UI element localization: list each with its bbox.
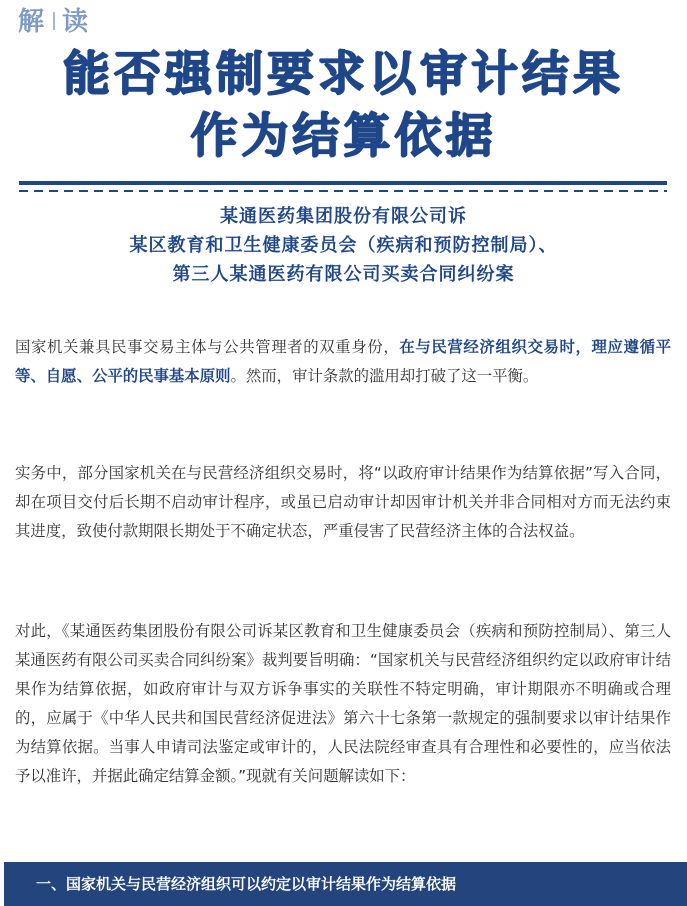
main-title-line2: 作为结算依据 [190,109,497,164]
section-heading: 一、国家机关与民营经济组织可以约定以审计结果作为结算依据 [36,875,457,893]
case-title-line1: 某通医药集团股份有限公司诉 [220,206,467,227]
intro-text-a: 国家机关兼具民事交易主体与公共管理者的双重身份， [15,338,400,356]
case-title-line3: 第三人某通医药有限公司买卖合同纠纷案 [172,264,515,285]
paragraph-practice: 实务中，部分国家机关在与民营经济组织交易时，将“以政府审计结果作为结算依据”写入合同，却在项目交付后长期不启动审计程序，或虽已启动审计却因审计机关并非合同相对方而无法约束其进度，致使付款期限长期处于不确定状态，严重侵害了民营经济主体的合法权益。 [15,464,671,540]
title-divider-dashed [19,190,667,192]
main-title-line1: 能否强制要求以审计结果 [63,47,624,102]
tag-left-char: 解 [18,7,47,37]
paragraph-intro [15,333,671,391]
section-heading-bar [4,862,687,906]
intro-highlight: 在与民营经济组织交易时，理应遵循平等、自愿、公平的民事基本原则 [15,338,671,385]
tag-separator [53,12,55,30]
interpretation-tag [18,4,90,40]
paragraph-ruling: 对此，《某通医药集团股份有限公司诉某区教育和卫生健康委员会（疾病和预防控制局）、第三人某通医药有限公司买卖合同纠纷案》裁判要旨明确：“国家机关与民营经济组织约定以政府审计结果作为结算依据，如政府审计与双方诉争事实的关联性不特定明确，审计期限亦不明确或合理的，应属于《中华人民共和国民营经济促进法》第六十七条第一款规定的强制要求以审计结果作为结算依据。当事人申请司法鉴定或审计的，人民法院经审查具有合理性和必要性的，应当依法予以准许，并据此确定结算金额。”现就有关问题解读如下： [15,622,671,785]
case-title-line2: 某区教育和卫生健康委员会（疾病和预防控制局）、 [129,235,558,256]
tag-right-char: 读 [62,7,91,37]
title-divider-solid [19,181,667,185]
intro-text-b: 。然而，审计条款的滥用却打破了这一平衡。 [230,367,539,385]
